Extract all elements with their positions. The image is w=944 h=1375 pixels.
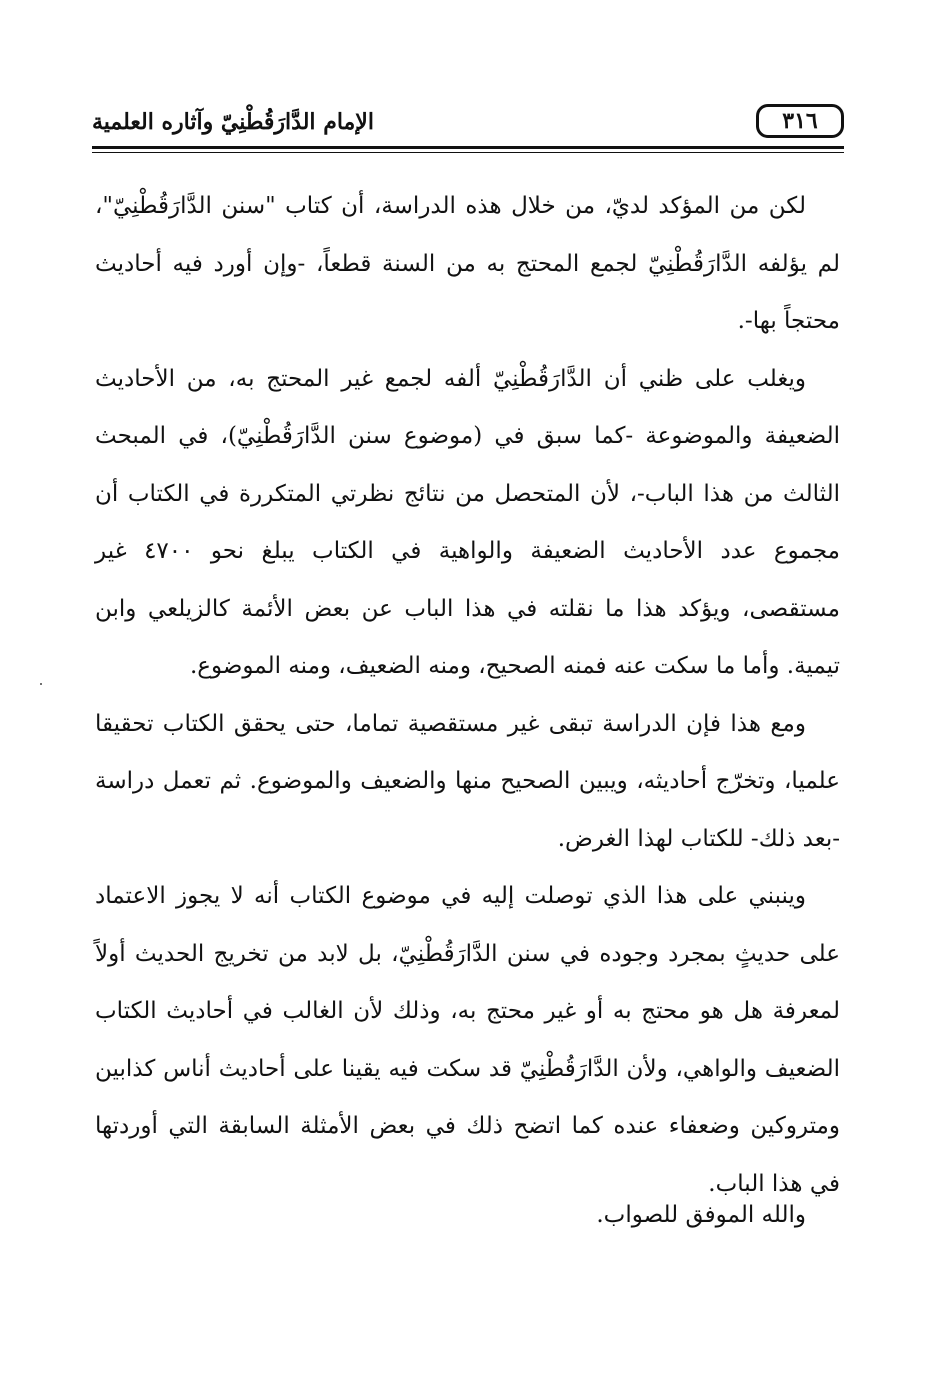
closing-line: والله الموفق للصواب. [596,1202,806,1228]
scan-speck [40,683,42,685]
running-title: الإمام الدَّارَقُطْنِيّ وآثاره العلمية [92,109,374,135]
paragraph-3: ومع هذا فإن الدراسة تبقى غير مستقصية تماما، حتى يحقق الكتاب تحقيقا علميا، وتخرّج أحاديثه، ويبين الصحيح منها والضعيف والموضوع. ثم تعمل دراسة -بعد ذلك- للكتاب لهذا الغرض. [95,710,840,852]
page-number: ٣١٦ [756,104,844,138]
paragraph-4: وينبني على هذا الذي توصلت إليه في موضوع الكتاب أنه لا يجوز الاعتماد على حديثٍ بمجرد وجوده في سنن الدَّارَقُطْنِيّ، بل لابد من تخريج الحديث أولاً لمعرفة هل هو محتج به أو غير محتج به، وذلك لأن الغالب في أحاديث الكتاب الضعيف والواهي، ولأن الدَّارَقُطْنِيّ قد سكت فيه يقينا على أحاديث أناس كذابين ومتروكين وضعفاء عنده كما اتضح ذلك في بعض الأمثلة السابقة التي أوردتها في هذا الباب. [95,883,840,1197]
header-rule-thin [92,152,844,153]
paragraph-1: لكن من المؤكد لديّ، من خلال هذه الدراسة، أن كتاب "سنن الدَّارَقُطْنِيّ"، لم يؤلفه الدَّارَقُطْنِيّ لجمع المحتج به من السنة قطعاً، -وإن أورد فيه أحاديث محتجاً بها-. [95,193,840,334]
paragraph-2: ويغلب على ظني أن الدَّارَقُطْنِيّ ألفه لجمع غير المحتج به، من الأحاديث الضعيفة والموضوعة -كما سبق في (موضوع سنن الدَّارَقُطْنِيّ)، في المبحث الثالث من هذا الباب-، لأن المتحصل من نتائج نظرتي المتكررة في الكتاب أن مجموع عدد الأحاديث الضعيفة والواهية في الكتاب يبلغ نحو ٤٧٠٠ غير مستقصى، ويؤكد هذا ما نقلته في هذا الباب عن بعض الأئمة كالزيلعي وابن تيمية. وأما ما سكت عنه فمنه الصحيح، ومنه الضعيف، ومنه الموضوع. [95,365,840,679]
header-rule-thick [92,146,844,149]
body-text [95,178,840,1213]
page-header [92,100,844,146]
